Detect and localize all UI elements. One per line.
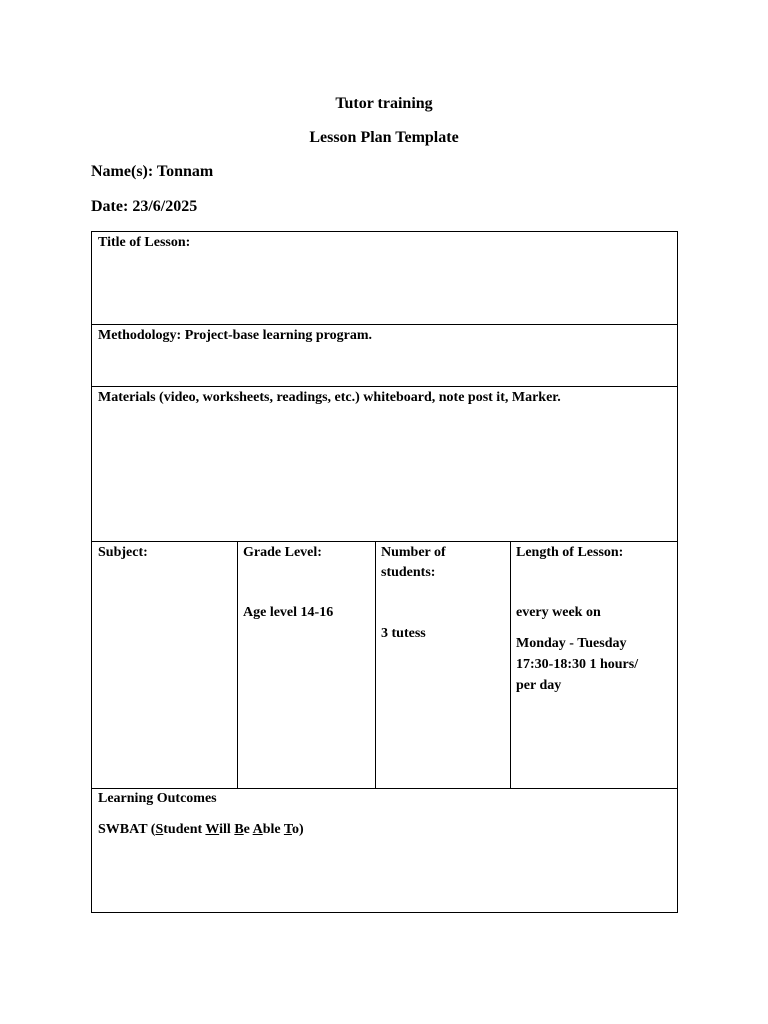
name-label: Name(s): — [91, 163, 154, 180]
length-value-line-3: 17:30-18:30 1 hours/ — [516, 657, 639, 672]
swbat-b-rest: e — [243, 822, 253, 837]
name-field — [91, 162, 213, 182]
grade-level-cell — [237, 542, 376, 788]
swbat-w-rest: ill — [219, 822, 235, 837]
document-subtitle: Lesson Plan Template — [309, 129, 459, 146]
title-row — [92, 232, 677, 325]
methodology-row — [92, 325, 677, 387]
length-value-line-1: every week on — [516, 605, 601, 620]
document-title: Tutor training — [335, 95, 433, 112]
date-label: Date: — [91, 198, 129, 215]
details-row — [92, 542, 677, 789]
length-label: Length of Lesson: — [516, 545, 624, 560]
swbat-prefix: SWBAT ( — [98, 822, 156, 837]
swbat-w: W — [205, 822, 220, 837]
date-value: 23/6/2025 — [132, 198, 198, 215]
swbat-a: A — [252, 822, 263, 837]
students-label-line-1: Number of — [381, 545, 446, 560]
learning-outcomes-label: Learning Outcomes — [98, 791, 217, 806]
lesson-plan-table — [91, 231, 678, 913]
swbat-text — [98, 820, 671, 840]
title-of-lesson-label: Title of Lesson: — [98, 235, 191, 250]
swbat-a-rest: ble — [262, 822, 284, 837]
methodology-text: Methodology: Project-base learning program. — [98, 328, 372, 343]
swbat-s-rest: tudent — [163, 822, 206, 837]
date-field — [91, 197, 197, 217]
materials-row — [92, 387, 677, 542]
subject-cell — [92, 542, 238, 788]
materials-text: Materials (video, worksheets, readings, etc.) whiteboard, note post it, Marker. — [98, 390, 561, 405]
swbat-s: S — [155, 822, 164, 837]
students-label-line-2: students: — [381, 565, 436, 580]
students-cell — [375, 542, 511, 788]
grade-level-label: Grade Level: — [243, 545, 322, 560]
length-value-line-2: Monday - Tuesday — [516, 636, 627, 651]
length-value-line-4: per day — [516, 678, 562, 693]
name-value: Tonnam — [156, 163, 214, 180]
swbat-t: T — [283, 822, 292, 837]
swbat-b: B — [234, 822, 244, 837]
grade-level-value: Age level 14-16 — [243, 605, 334, 620]
length-of-lesson-cell — [510, 542, 679, 788]
learning-outcomes-row — [92, 789, 677, 912]
swbat-t-rest: o) — [291, 822, 304, 837]
students-value: 3 tutess — [381, 626, 426, 641]
subject-label: Subject: — [98, 545, 148, 560]
